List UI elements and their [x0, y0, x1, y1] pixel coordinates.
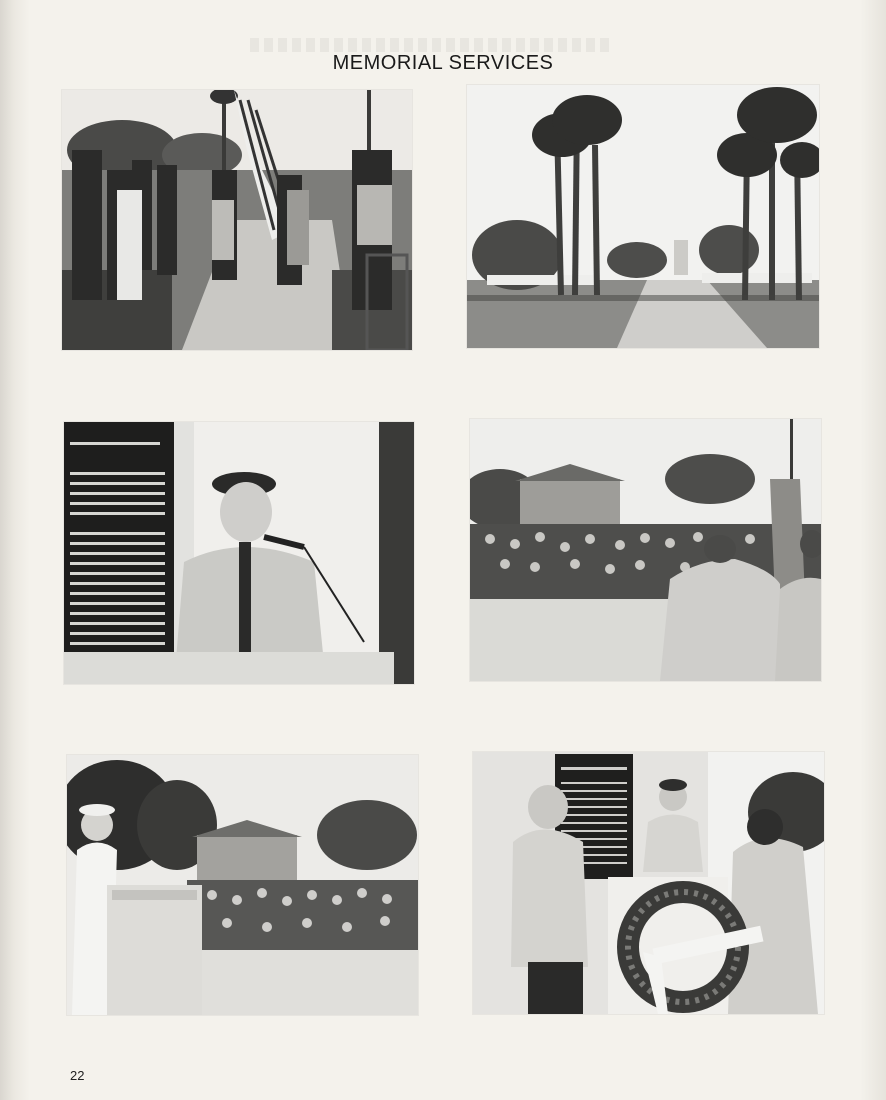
- photo-seated-audience: [470, 419, 821, 681]
- photo-chaplain-speaking: [64, 422, 414, 684]
- page-title: MEMORIAL SERVICES: [332, 52, 554, 74]
- photo-cemetery-palms: [467, 85, 819, 348]
- photo-wreath-presentation: [473, 752, 824, 1014]
- photo-officer-at-podium: [67, 755, 418, 1015]
- page-number: 22: [70, 1068, 85, 1083]
- bleed-through-text: [250, 38, 610, 52]
- photo-flag-procession: [62, 90, 412, 350]
